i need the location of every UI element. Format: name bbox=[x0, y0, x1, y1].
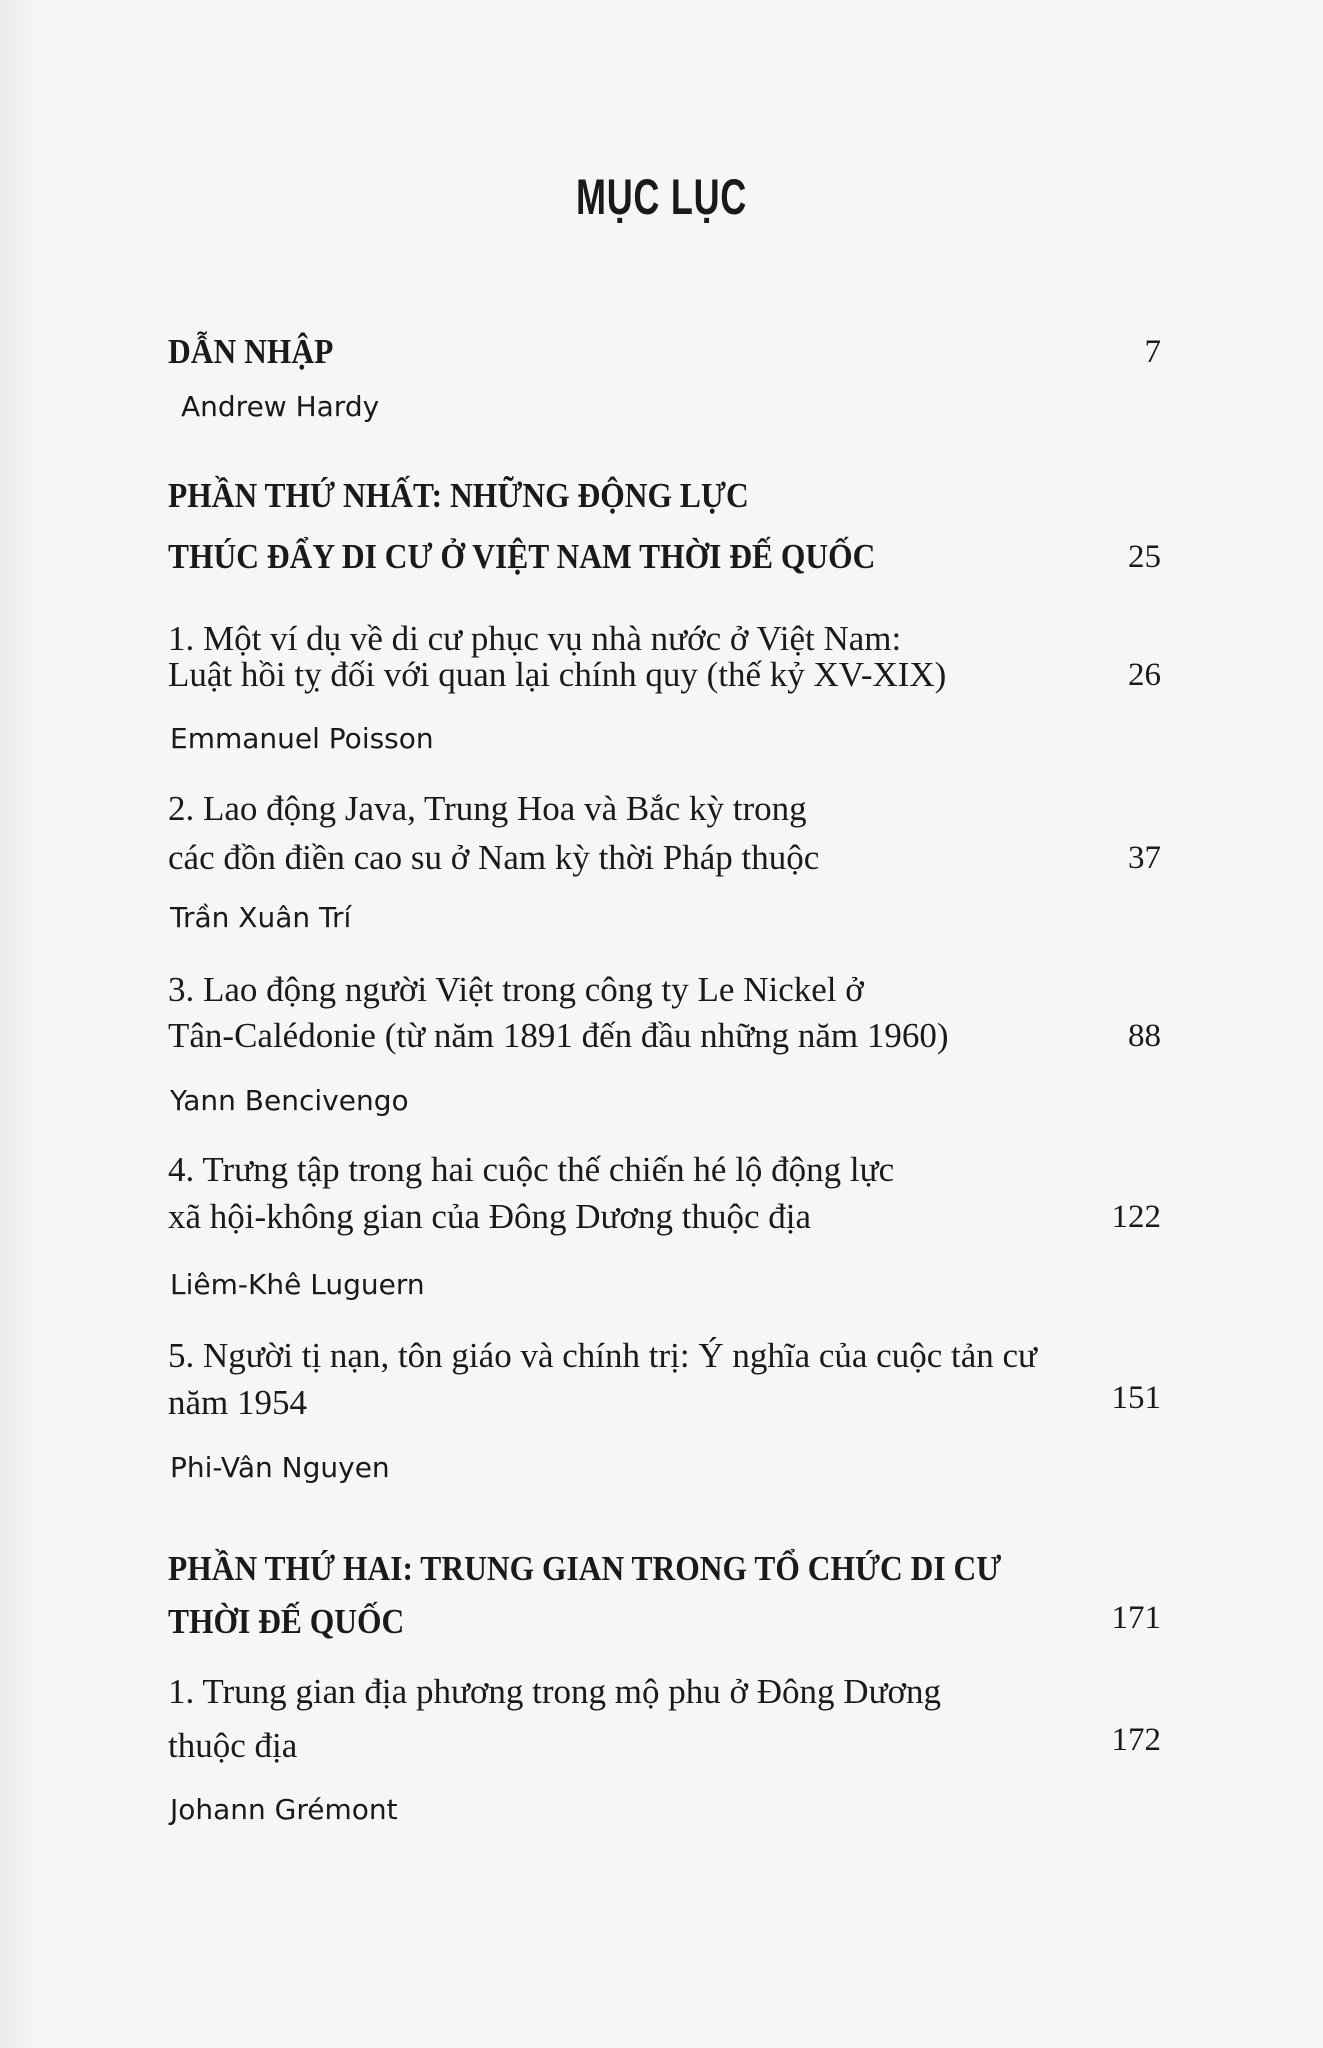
page-number: 37 bbox=[1128, 840, 1161, 876]
page-number: 25 bbox=[1128, 539, 1161, 575]
chapter-title-line2: Tân-Calédonie (từ năm 1891 đến đầu những năm 1960) bbox=[168, 1016, 949, 1055]
page-number: 172 bbox=[1111, 1722, 1161, 1758]
part-title-line2: THÚC ĐẨY DI CƯ Ở VIỆT NAM THỜI ĐẾ QUỐC bbox=[168, 537, 876, 576]
page-number: 26 bbox=[1128, 657, 1161, 693]
chapter-title-line2: năm 1954 bbox=[168, 1383, 308, 1422]
part-title-line1: PHẦN THỨ NHẤT: NHỮNG ĐỘNG LỰC bbox=[168, 476, 749, 515]
page-number: 122 bbox=[1111, 1199, 1161, 1235]
page-title: MỤC LỤC bbox=[575, 169, 748, 225]
chapter-title-line1: 5. Người tị nạn, tôn giáo và chính trị: Ý nghĩa của cuộc tản cư bbox=[168, 1336, 1038, 1375]
entry-author: Emmanuel Poisson bbox=[170, 722, 434, 755]
entry-author: Trần Xuân Trí bbox=[170, 901, 352, 934]
part-title-line2: THỜI ĐẾ QUỐC bbox=[168, 1602, 405, 1641]
page-number: 88 bbox=[1128, 1018, 1161, 1054]
part-title-line1: PHẦN THỨ HAI: TRUNG GIAN TRONG TỔ CHỨC DI CƯ bbox=[168, 1549, 1002, 1588]
entry-title: DẪN NHẬP bbox=[168, 332, 334, 371]
chapter-title-line1: 3. Lao động người Việt trong công ty Le Nickel ở bbox=[168, 970, 864, 1009]
page-number: 151 bbox=[1111, 1380, 1161, 1416]
entry-author: Johann Grémont bbox=[170, 1793, 398, 1826]
chapter-title-line1: 2. Lao động Java, Trung Hoa và Bắc kỳ trong bbox=[168, 789, 807, 828]
chapter-title-line2: xã hội-không gian của Đông Dương thuộc địa bbox=[168, 1197, 812, 1236]
page-number: 7 bbox=[1144, 334, 1161, 370]
entry-author: Liêm-Khê Luguern bbox=[170, 1268, 425, 1301]
chapter-title-line2: thuộc địa bbox=[168, 1726, 298, 1765]
chapter-title-line2: Luật hồi tỵ đối với quan lại chính quy (thế kỷ XV-XIX) bbox=[168, 655, 947, 694]
entry-author: Phi-Vân Nguyen bbox=[170, 1451, 390, 1484]
chapter-title-line1: 1. Trung gian địa phương trong mộ phu ở Đông Dương bbox=[168, 1672, 942, 1711]
chapter-title-line1: 4. Trưng tập trong hai cuộc thế chiến hé lộ động lực bbox=[168, 1150, 895, 1189]
page-edge-shadow bbox=[0, 0, 40, 2048]
chapter-title-line2: các đồn điền cao su ở Nam kỳ thời Pháp thuộc bbox=[168, 838, 820, 877]
entry-author: Andrew Hardy bbox=[181, 390, 380, 423]
chapter-title-line1: 1. Một ví dụ về di cư phục vụ nhà nước ở Việt Nam: bbox=[168, 619, 902, 658]
entry-author: Yann Bencivengo bbox=[170, 1084, 409, 1117]
page-number: 171 bbox=[1111, 1600, 1161, 1636]
